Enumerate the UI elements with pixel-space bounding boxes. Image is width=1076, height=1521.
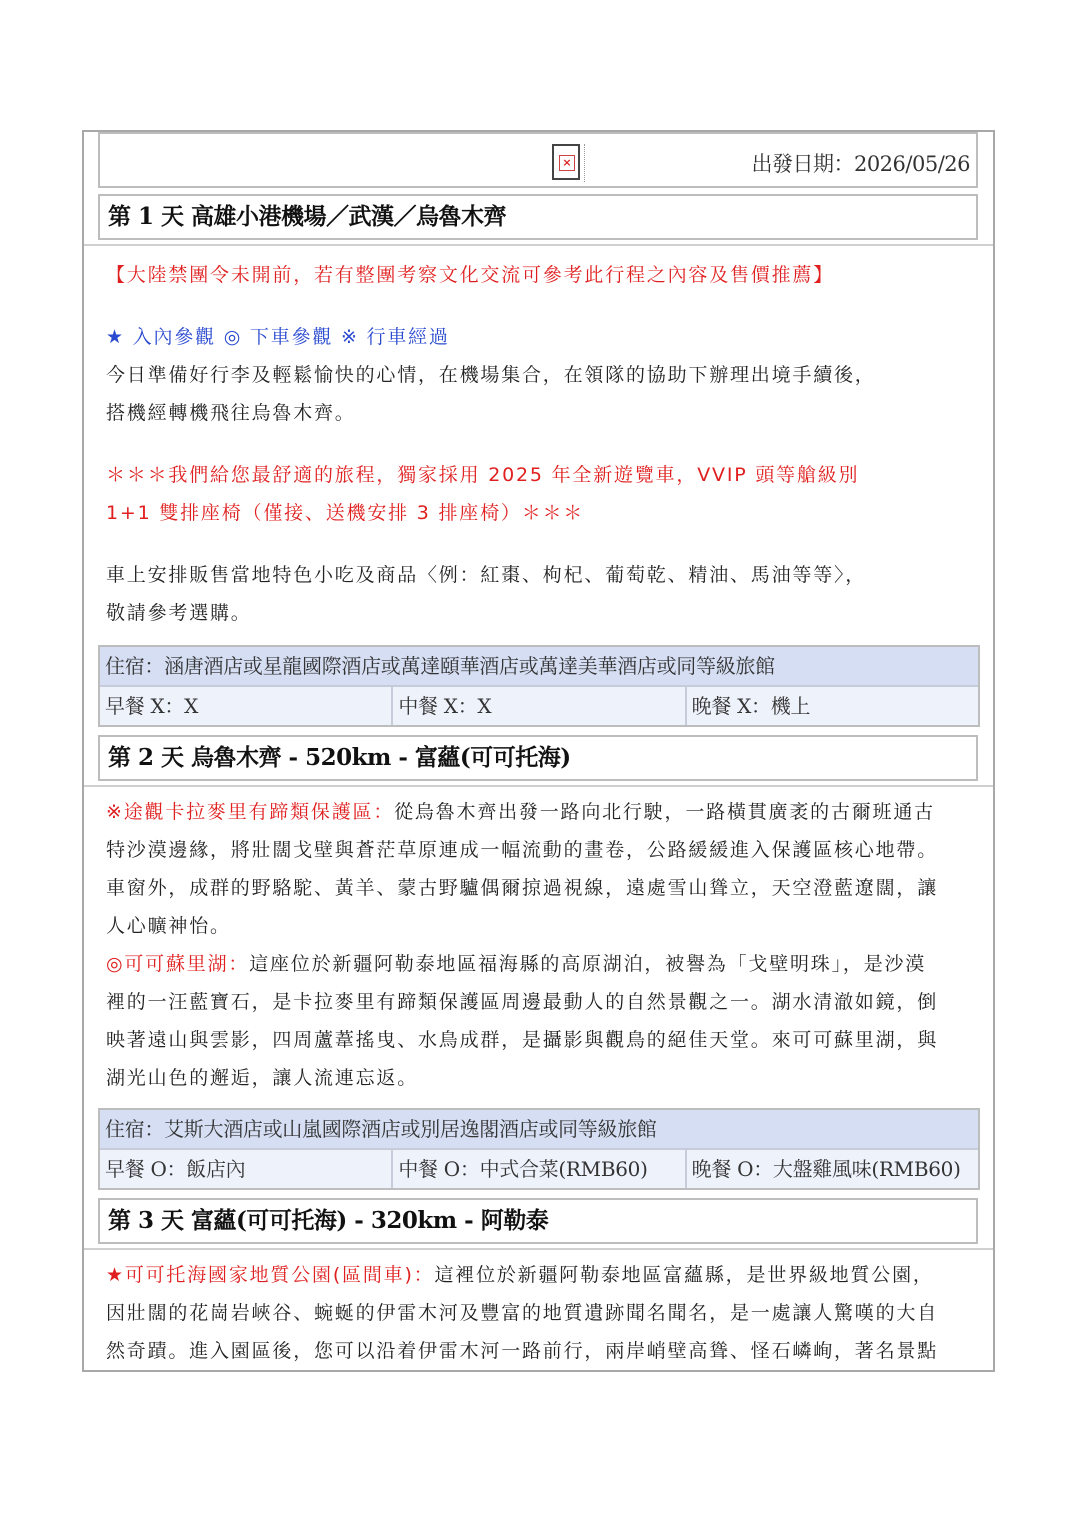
day2-title: 第 2 天 烏魯木齊 - 520km - 富蘊(可可托海)	[98, 735, 978, 781]
header-row	[98, 132, 978, 188]
day1-title: 第 1 天 高雄小港機場／武漢／烏魯木齊	[98, 194, 978, 240]
day2-s1-line1: ※途觀卡拉麥里有蹄類保護區：從烏魯木齊出發一路向北行駛，一路橫貫廣袤的古爾班通古	[106, 801, 935, 823]
day1-lunch: 中餐 X：X	[393, 687, 686, 725]
day1-lodging-table	[98, 645, 980, 727]
day2-content	[84, 785, 993, 1097]
notice-text: 【大陸禁團令未開前，若有整團考察文化交流可參考此行程之內容及售價推薦】	[106, 264, 835, 286]
day3-s1-line2: 因壯闊的花崗岩峽谷、蜿蜒的伊雷木河及豐富的地質遺跡聞名聞名，是一處讓人驚嘆的大自	[106, 1302, 939, 1324]
broken-image-icon: ×	[552, 144, 580, 180]
itinerary-sheet	[82, 130, 995, 1372]
legend-text: ★ 入內參觀 ◎ 下車參觀 ※ 行車經過	[106, 326, 450, 348]
promo-line1: ＊＊＊我們給您最舒適的旅程，獨家採用 2025 年全新遊覽車，VVIP 頭等艙級別	[106, 464, 860, 486]
day3-s1-line3: 然奇蹟。進入園區後，您可以沿着伊雷木河一路前行，兩岸峭壁高聳、怪石嶙峋，著名景點	[106, 1340, 939, 1362]
day2-s1-line4: 人心曠神怡。	[106, 915, 231, 937]
keketuohai-label: ★可可托海國家地質公園(區間車)：	[106, 1264, 435, 1286]
day2-s1-line2: 特沙漠邊緣，將壯闊戈壁與蒼茫草原連成一幅流動的畫卷，公路緩緩進入保護區核心地帶。	[106, 839, 939, 861]
day2-s1-line3: 車窗外，成群的野駱駝、黃羊、蒙古野驢偶爾掠過視線，遠處雪山聳立，天空澄藍遼闊，讓	[106, 877, 939, 899]
day2-s2-line2: 裡的一汪藍寶石，是卡拉麥里有蹄類保護區周邊最動人的自然景觀之一。湖水清澈如鏡，倒	[106, 991, 939, 1013]
day3-content	[84, 1248, 993, 1370]
day2-lodging: 住宿：艾斯大酒店或山嵐國際酒店或別居逸閣酒店或同等級旅館	[100, 1110, 978, 1150]
day2-s2-line3: 映著遠山與雲影，四周蘆葦搖曳、水鳥成群，是攝影與觀鳥的絕佳天堂。來可可蘇里湖，與	[106, 1029, 939, 1051]
day1-para2-line1: 車上安排販售當地特色小吃及商品〈例：紅棗、枸杞、葡萄乾、精油、馬油等等〉，	[106, 564, 867, 586]
day2-s2-line1: ◎可可蘇里湖：這座位於新疆阿勒泰地區福海縣的高原湖泊，被譽為「戈壁明珠」，是沙漠	[106, 953, 927, 975]
day2-lunch: 中餐 O：中式合菜(RMB60)	[393, 1150, 686, 1188]
day1-dinner: 晚餐 X：機上	[691, 694, 811, 718]
image-placeholder-caption	[584, 144, 599, 182]
departure-date: 出發日期：2026/05/26	[751, 152, 970, 176]
day1-para2-line2: 敬請參考選購。	[106, 602, 252, 624]
kalamaili-label: ※途觀卡拉麥里有蹄類保護區：	[106, 801, 395, 823]
day2-s2-line4: 湖光山色的邂逅，讓人流連忘返。	[106, 1067, 419, 1089]
day1-content	[84, 244, 993, 632]
day1-para1-line1: 今日準備好行李及輕鬆愉快的心情，在機場集合，在領隊的協助下辦理出境手續後，	[106, 364, 876, 386]
day1-para1-line2: 搭機經轉機飛往烏魯木齊。	[106, 402, 356, 424]
day3-title: 第 3 天 富蘊(可可托海) - 320km - 阿勒泰	[98, 1198, 978, 1244]
day2-lodging-table	[98, 1108, 980, 1190]
day2-dinner: 晚餐 O：大盤雞風味(RMB60)	[691, 1157, 961, 1181]
day1-lodging: 住宿：涵唐酒店或星龍國際酒店或萬達頤華酒店或萬達美華酒店或同等級旅館	[100, 647, 978, 687]
day2-breakfast: 早餐 O：飯店內	[100, 1150, 393, 1188]
day1-breakfast: 早餐 X：X	[100, 687, 393, 725]
day3-s1-line1: ★可可托海國家地質公園(區間車)：這裡位於新疆阿勒泰地區富蘊縣，是世界級地質公園，	[106, 1264, 934, 1286]
kekesuli-label: ◎可可蘇里湖：	[106, 953, 250, 975]
promo-line2: 1+1 雙排座椅（僅接、送機安排 3 排座椅）＊＊＊	[106, 502, 585, 524]
